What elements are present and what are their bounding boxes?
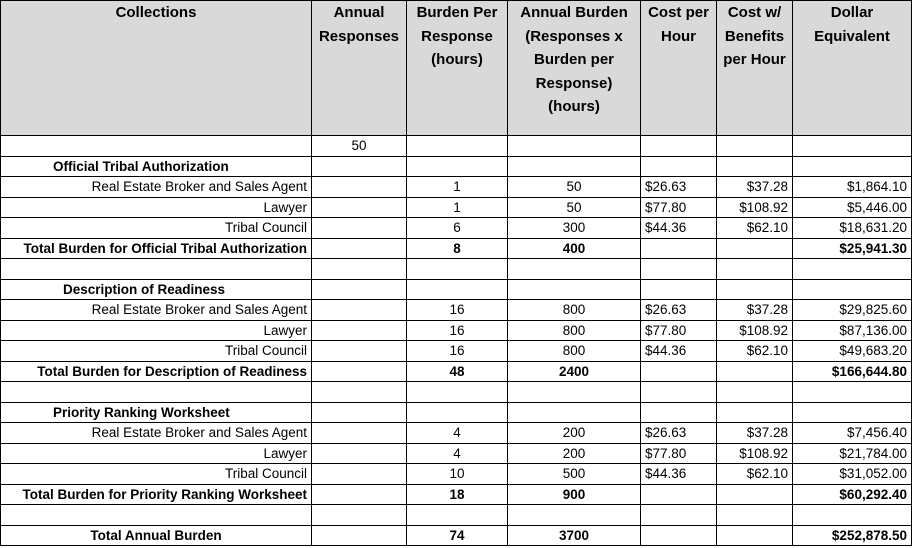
dollar-equivalent: $21,784.00 — [793, 443, 912, 464]
annual-responses-row — [1, 136, 912, 157]
row-label: Lawyer — [1, 320, 312, 341]
row-label: Tribal Council — [1, 218, 312, 239]
total-label: Total Burden for Official Tribal Authorization — [1, 238, 312, 259]
cost-with-benefits: $108.92 — [717, 320, 793, 341]
dollar-equivalent: $49,683.20 — [793, 341, 912, 362]
table-row — [1, 341, 912, 362]
header-row — [1, 1, 912, 136]
row-label: Real Estate Broker and Sales Agent — [1, 300, 312, 321]
dollar-equivalent: $1,864.10 — [793, 177, 912, 198]
table-row — [1, 218, 912, 239]
cost-per-hour: $44.36 — [641, 218, 717, 239]
grand-total-row — [1, 525, 912, 546]
annual-burden: 50 — [508, 177, 641, 198]
grand-total-annual: 3700 — [508, 525, 641, 546]
table-row — [1, 464, 912, 485]
cost-with-benefits: $108.92 — [717, 443, 793, 464]
burden-per-response: 4 — [407, 423, 508, 444]
dollar-equivalent: $87,136.00 — [793, 320, 912, 341]
row-label: Lawyer — [1, 197, 312, 218]
header-cost-per-hour: Cost per Hour — [641, 1, 717, 136]
total-burden-per-response: 8 — [407, 238, 508, 259]
header-burden-per-response: Burden Per Response (hours) — [407, 1, 508, 136]
grand-total-dollar: $252,878.50 — [793, 525, 912, 546]
section-title: Description of Readiness — [1, 279, 312, 300]
cost-per-hour: $26.63 — [641, 423, 717, 444]
total-dollar-equivalent: $166,644.80 — [793, 361, 912, 382]
dollar-equivalent: $31,052.00 — [793, 464, 912, 485]
cost-per-hour: $77.80 — [641, 320, 717, 341]
cost-with-benefits: $37.28 — [717, 300, 793, 321]
burden-per-response: 6 — [407, 218, 508, 239]
cost-with-benefits: $37.28 — [717, 177, 793, 198]
section-title-row — [1, 402, 912, 423]
burden-per-response: 10 — [407, 464, 508, 485]
total-annual-burden: 900 — [508, 484, 641, 505]
section-title: Official Tribal Authorization — [1, 156, 312, 177]
section-title-row — [1, 279, 912, 300]
total-annual-burden: 400 — [508, 238, 641, 259]
table-row — [1, 320, 912, 341]
annual-burden: 200 — [508, 443, 641, 464]
section-total-row — [1, 484, 912, 505]
cost-with-benefits: $37.28 — [717, 423, 793, 444]
row-label: Real Estate Broker and Sales Agent — [1, 177, 312, 198]
total-label: Total Burden for Priority Ranking Worksheet — [1, 484, 312, 505]
cost-per-hour: $26.63 — [641, 177, 717, 198]
dollar-equivalent: $5,446.00 — [793, 197, 912, 218]
annual-burden: 500 — [508, 464, 641, 485]
cost-per-hour: $77.80 — [641, 197, 717, 218]
total-burden-per-response: 18 — [407, 484, 508, 505]
total-dollar-equivalent: $60,292.40 — [793, 484, 912, 505]
section-total-row — [1, 238, 912, 259]
total-annual-burden: 2400 — [508, 361, 641, 382]
header-annual-burden: Annual Burden (Responses x Burden per Response) (hours) — [508, 1, 641, 136]
spacer-row — [1, 259, 912, 280]
cost-with-benefits: $62.10 — [717, 341, 793, 362]
dollar-equivalent: $18,631.20 — [793, 218, 912, 239]
burden-per-response: 4 — [407, 443, 508, 464]
annual-burden: 800 — [508, 341, 641, 362]
burden-per-response: 16 — [407, 341, 508, 362]
table-row — [1, 177, 912, 198]
annual-responses-value: 50 — [312, 136, 407, 157]
header-annual-responses: Annual Responses — [312, 1, 407, 136]
section-total-row — [1, 361, 912, 382]
total-dollar-equivalent: $25,941.30 — [793, 238, 912, 259]
cost-with-benefits: $62.10 — [717, 218, 793, 239]
dollar-equivalent: $29,825.60 — [793, 300, 912, 321]
table-row — [1, 197, 912, 218]
cost-with-benefits: $62.10 — [717, 464, 793, 485]
cost-with-benefits: $108.92 — [717, 197, 793, 218]
cost-per-hour: $77.80 — [641, 443, 717, 464]
burden-per-response: 1 — [407, 177, 508, 198]
header-collections: Collections — [1, 1, 312, 136]
table-row — [1, 423, 912, 444]
total-label: Total Burden for Description of Readiness — [1, 361, 312, 382]
total-burden-per-response: 48 — [407, 361, 508, 382]
grand-total-burden: 74 — [407, 525, 508, 546]
grand-total-label: Total Annual Burden — [1, 525, 312, 546]
annual-burden: 800 — [508, 300, 641, 321]
cost-per-hour: $44.36 — [641, 464, 717, 485]
row-label: Tribal Council — [1, 341, 312, 362]
cost-per-hour: $44.36 — [641, 341, 717, 362]
header-dollar-equivalent: Dollar Equivalent — [793, 1, 912, 136]
cost-per-hour: $26.63 — [641, 300, 717, 321]
table-row — [1, 443, 912, 464]
row-label: Tribal Council — [1, 464, 312, 485]
table-row — [1, 300, 912, 321]
annual-burden: 800 — [508, 320, 641, 341]
header-cost-with-benefits: Cost w/ Benefits per Hour — [717, 1, 793, 136]
section-title-row — [1, 156, 912, 177]
dollar-equivalent: $7,456.40 — [793, 423, 912, 444]
burden-per-response: 16 — [407, 300, 508, 321]
burden-per-response: 16 — [407, 320, 508, 341]
section-title: Priority Ranking Worksheet — [1, 402, 312, 423]
annual-burden: 300 — [508, 218, 641, 239]
row-label: Lawyer — [1, 443, 312, 464]
annual-burden: 200 — [508, 423, 641, 444]
burden-per-response: 1 — [407, 197, 508, 218]
table-body — [1, 136, 912, 546]
annual-burden: 50 — [508, 197, 641, 218]
spacer-row — [1, 382, 912, 403]
row-label: Real Estate Broker and Sales Agent — [1, 423, 312, 444]
spacer-row — [1, 505, 912, 526]
